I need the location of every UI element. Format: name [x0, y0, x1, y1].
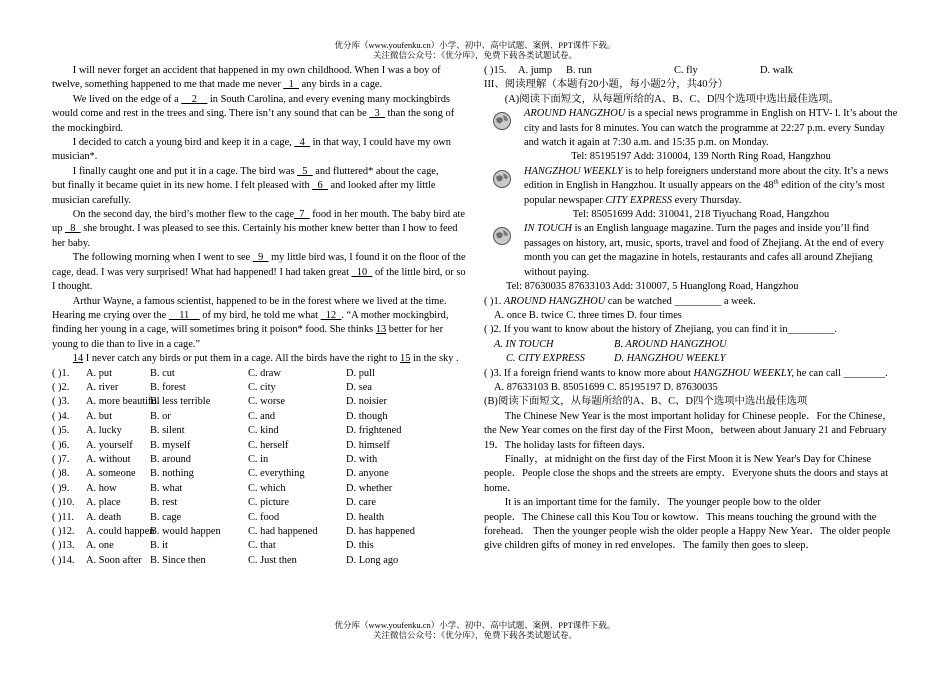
- passage-paragraph-3: I decided to catch a young bird and keep it in a cage, _4_ in that way, I could have my own musician*.: [52, 137, 451, 163]
- cloze-question-row: [52, 511, 468, 525]
- question-number[interactable]: ( )12.: [52, 526, 75, 537]
- footer-line-2: 关注微信公众号：《优分库》，免费下载各类试题试卷。: [372, 630, 577, 640]
- option-c[interactable]: C. city: [248, 381, 276, 393]
- option-c[interactable]: C. kind: [248, 425, 279, 437]
- ad-1-contact: Tel: 85195197 Add: 310004, 139 North Ring Road, Hangzhou: [571, 151, 831, 163]
- option-a[interactable]: A. river: [86, 381, 119, 393]
- reading-question-2[interactable]: ( )2. If you want to know about the history of Zhejiang, you can find it in_________.: [484, 324, 837, 336]
- option-c[interactable]: C. picture: [248, 497, 289, 509]
- reading-question-3-options[interactable]: A. 87633103 B. 85051699 C. 85195197 D. 87630035: [494, 381, 718, 393]
- option-b[interactable]: B. rest: [150, 497, 178, 509]
- option-a[interactable]: A. someone: [86, 468, 136, 480]
- question-number[interactable]: ( )8.: [52, 468, 70, 480]
- ad-3-name: IN TOUCH: [524, 223, 573, 235]
- question-number[interactable]: ( )5.: [52, 425, 70, 437]
- option-b[interactable]: B. cut: [150, 367, 175, 379]
- passage-paragraph-7: Arthur Wayne, a famous scientist, happened to be in the forest where we lived at the time. Hearing me crying over the __11__ of my bird, he told me what _12_. “A mother mockingbird, finding her young in a cage, will sometimes bring it poison* food. She thinks 13 better for her young to die than to live in a cage.”: [52, 295, 449, 350]
- option-d[interactable]: D. noisier: [346, 396, 387, 408]
- question-number[interactable]: ( )15.: [484, 65, 507, 76]
- option-a[interactable]: A. without: [86, 453, 131, 465]
- option-b[interactable]: B. AROUND HANGZHOU: [614, 338, 727, 350]
- option-d[interactable]: D. with: [346, 453, 378, 465]
- option-b[interactable]: B. less terrible: [150, 396, 211, 408]
- option-b[interactable]: B. nothing: [150, 468, 194, 480]
- question-number[interactable]: ( )6.: [52, 439, 70, 451]
- globe-icon: [492, 226, 512, 246]
- left-column: [52, 64, 468, 568]
- reading-question-1: ( )1. AROUND HANGZHOU can be watched _________ a week.: [484, 295, 756, 307]
- question-number[interactable]: ( )3.: [52, 396, 70, 408]
- cloze-question-row: [52, 554, 468, 568]
- reading-question-2-options-cd: [484, 352, 898, 366]
- ad-3-contact: Tel: 87630035 87633103 Add: 310007, 5 Huanglong Road, Hangzhou: [506, 281, 799, 293]
- passage-paragraph-2b: would come and rest in the trees and sing. There isn’t any sound that can be _3_ than the song of the mockingbird.: [52, 108, 455, 134]
- cloze-question-row: [52, 453, 468, 467]
- ad-around-hangzhou: AROUND HANGZHOU is a special news programme in English on HTV- l. It’s about the city and lasts for 8 minutes. You can watch the programme at 22:27 p.m. every Sunday and watch it again at 7:30 a.m. and 15:35 p.m. on Monday. Tel: 85195197 Add: 310004, 139 North Ring Road, Hangzhou: [484, 107, 898, 165]
- option-a[interactable]: A. death: [86, 511, 122, 523]
- option-c[interactable]: C. herself: [248, 439, 289, 451]
- cloze-question-row: [52, 539, 468, 553]
- passage-paragraph-5: On the second day, the bird’s mother flew to the cage_7_ food in her mouth. The baby bird ate up _8_ she brought. I was pleased to see this. Certainly his mother knew better than I how to feed her baby.: [52, 209, 465, 249]
- question-number[interactable]: ( )11.: [52, 511, 75, 523]
- cloze-question-row: [52, 381, 468, 395]
- part-a-instruction: (A)阅读下面短文，从每题所给的A、B、C、D四个选项中选出最佳选项。: [504, 93, 840, 105]
- option-d[interactable]: D. care: [346, 497, 376, 509]
- option-d[interactable]: D. pull: [346, 367, 375, 379]
- cloze-question-row: [52, 482, 468, 496]
- option-a[interactable]: A. how: [86, 482, 117, 494]
- ad-in-touch: IN TOUCH is an English language magazine. Turn the pages and inside you’ll find passages on history, art, music, sports, travel and food of Zhejiang. At the end of every month you can get the magazine in hotels, restaurants and cafes all around Zhejiang without paying.: [484, 222, 898, 280]
- option-a[interactable]: A. place: [86, 497, 121, 509]
- option-b[interactable]: B. or: [150, 410, 171, 422]
- cloze-options-list: [52, 367, 468, 569]
- option-a[interactable]: A. jump: [518, 65, 553, 76]
- option-a[interactable]: A. one: [86, 540, 114, 552]
- cloze-question-row: [52, 467, 468, 481]
- reading-question-1-options[interactable]: A. once B. twice C. three times D. four times: [494, 309, 682, 321]
- question-15-options: [484, 64, 898, 78]
- footer-line-1: 优分库（www.youfenku.cn）小学、初中、高中试题、案例、PPT课件下载。: [334, 620, 616, 630]
- part-b-paragraph-2: Finally，at midnight on the first day of the First Moon it is New Year's Day for Chinese people．People close the shops and the streets are empty．Everyone shuts the doors and stays at home．: [484, 453, 888, 494]
- cloze-question-row: [52, 395, 468, 409]
- option-a[interactable]: A. more beautiful: [86, 396, 160, 408]
- ad-1-name: AROUND HANGZHOU: [524, 108, 626, 120]
- option-c[interactable]: C. which: [248, 482, 286, 494]
- passage-paragraph-4b: but finally it became quiet in its new home. I felt pleased with _6_ and looked after my little musician carefully.: [52, 180, 436, 206]
- globe-icon: [492, 169, 512, 189]
- question-number[interactable]: ( )7.: [52, 453, 70, 465]
- ad-2-name: HANGZHOU WEEKLY: [524, 165, 623, 177]
- option-d[interactable]: D. walk: [760, 65, 793, 76]
- option-a[interactable]: A. lucky: [86, 425, 122, 437]
- option-b[interactable]: B. what: [150, 482, 183, 494]
- option-d[interactable]: D. sea: [346, 381, 372, 393]
- ad-hangzhou-weekly: HANGZHOU WEEKLY is to help foreigners understand more about the city. It’s a news edition in English in Hangzhou. It usually appears on the 48th edition of the city’s most popular newspaper CITY EXPRESS every Thursday. Tel: 85051699 Add: 310041, 218 Tiyuchang Road, Hangzhou: [484, 165, 898, 223]
- header-line-1: 优分库（www.youfenku.cn）小学、初中、高中试题、案例、PPT课件下载。: [334, 40, 616, 50]
- option-b[interactable]: B. myself: [150, 439, 191, 451]
- option-a[interactable]: A. could happen: [86, 526, 155, 537]
- option-c[interactable]: C. worse: [248, 396, 285, 408]
- option-c[interactable]: C. fly: [674, 65, 698, 76]
- ad-2-contact: Tel: 85051699 Add: 310041, 218 Tiyuchang Road, Hangzhou: [572, 209, 830, 221]
- cloze-question-row: [52, 410, 468, 424]
- section-title: III、阅读理解（本题有20小题，每小题2分，共40分）: [484, 79, 729, 91]
- reading-question-3[interactable]: ( )3. If a foreign friend wants to know more about HANGZHOU WEEKLY, he can call ________.: [484, 367, 888, 379]
- page-footer: [0, 620, 950, 640]
- option-c[interactable]: C. and: [248, 410, 276, 422]
- option-a[interactable]: A. but: [86, 410, 112, 422]
- option-a[interactable]: A. yourself: [86, 439, 133, 451]
- question-number[interactable]: ( )9.: [52, 482, 70, 494]
- option-c[interactable]: C. draw: [248, 367, 281, 379]
- option-d[interactable]: D. himself: [346, 439, 390, 451]
- cloze-question-row: [52, 424, 468, 438]
- option-a[interactable]: A. IN TOUCH: [494, 338, 554, 350]
- option-b[interactable]: B. around: [150, 453, 191, 465]
- cloze-question-row: [52, 367, 468, 381]
- part-b-instruction: (B)阅读下面短文，从每题所给的A、B、C、D四个选项中选出最佳选项: [484, 396, 808, 408]
- option-b[interactable]: B. silent: [150, 425, 185, 437]
- option-c[interactable]: C. had happened: [248, 526, 318, 537]
- option-b[interactable]: B. cage: [150, 511, 182, 523]
- question-number[interactable]: ( )4.: [52, 410, 70, 422]
- passage-paragraph-1: I will never forget an accident that happened in my own childhood. When I was a boy of twelve, something happened to me that made me never _1_ any birds in a cage.: [52, 65, 441, 91]
- passage-paragraph-8: 14 I never catch any birds or put them in a cage. All the birds have the right to 15 in the sky .: [72, 353, 459, 365]
- option-b[interactable]: B. it: [150, 540, 168, 552]
- page-header: [0, 40, 950, 60]
- option-c[interactable]: C. CITY EXPRESS: [506, 353, 585, 365]
- option-d[interactable]: D. Long ago: [346, 554, 399, 566]
- right-column: [484, 64, 898, 554]
- cloze-question-row: [52, 496, 468, 510]
- cloze-question-row: [52, 525, 468, 539]
- globe-icon: [492, 111, 512, 131]
- question-number[interactable]: ( )14.: [52, 554, 75, 566]
- option-c[interactable]: C. Just then: [248, 554, 297, 566]
- question-number[interactable]: ( )13.: [52, 540, 75, 552]
- option-d[interactable]: D. anyone: [346, 468, 389, 480]
- part-b-paragraph-3a: It is an important time for the family．The younger people bow to the older: [504, 497, 821, 509]
- option-b[interactable]: B. would happen: [150, 526, 221, 537]
- option-c[interactable]: C. food: [248, 511, 280, 523]
- option-b[interactable]: B. forest: [150, 381, 186, 393]
- option-d[interactable]: D. has happened: [346, 526, 415, 537]
- option-d[interactable]: D. health: [346, 511, 385, 523]
- option-d[interactable]: D. this: [346, 540, 374, 552]
- option-b[interactable]: B. Since then: [150, 554, 206, 566]
- option-d[interactable]: D. though: [346, 410, 388, 422]
- option-c[interactable]: C. everything: [248, 468, 305, 480]
- option-c[interactable]: C. in: [248, 453, 269, 465]
- passage-paragraph-2: We lived on the edge of a __2__ in South Carolina, and every evening many mockingbirds: [72, 93, 450, 105]
- part-b-paragraph-3b: people．The Chinese call this Kou Tou or kowtow．This means touching the ground with the forehead． Then the younger people wish the older people a Happy New Year．The older people give children gifts of money in red envelopes．The family then goes to sleep．: [484, 511, 891, 552]
- cloze-question-row: [52, 439, 468, 453]
- question-number[interactable]: ( )2.: [52, 381, 70, 393]
- option-d[interactable]: D. frightened: [346, 425, 402, 437]
- option-a[interactable]: A. put: [86, 367, 112, 379]
- option-c[interactable]: C. that: [248, 540, 276, 552]
- reading-question-2-options-ab: [484, 338, 898, 352]
- part-b-paragraph-1: The Chinese New Year is the most important holiday for Chinese people．For the Chinese，the New Year comes on the first day of the First Moon，between about January 21 and February 19．The holiday lasts for fifteen days．: [484, 410, 893, 451]
- option-a[interactable]: A. Soon after: [86, 554, 142, 566]
- option-d[interactable]: D. whether: [346, 482, 393, 494]
- passage-paragraph-4: I finally caught one and put it in a cage. The bird was _5_ and fluttered* about the cage,: [72, 165, 439, 177]
- question-number[interactable]: ( )1.: [52, 367, 70, 379]
- option-b[interactable]: B. run: [566, 65, 592, 76]
- header-line-2: 关注微信公众号：《优分库》，免费下载各类试题试卷。: [372, 50, 577, 60]
- question-number[interactable]: ( )10.: [52, 497, 75, 509]
- passage-paragraph-6: The following morning when I went to see _9_ my little bird was, I found it on the floor of the cage, dead. I was very surprised! What had happened! I had taken great _10_ of the little bird, or so I thought.: [52, 252, 466, 293]
- option-d[interactable]: D. HANGZHOU WEEKLY: [614, 353, 726, 365]
